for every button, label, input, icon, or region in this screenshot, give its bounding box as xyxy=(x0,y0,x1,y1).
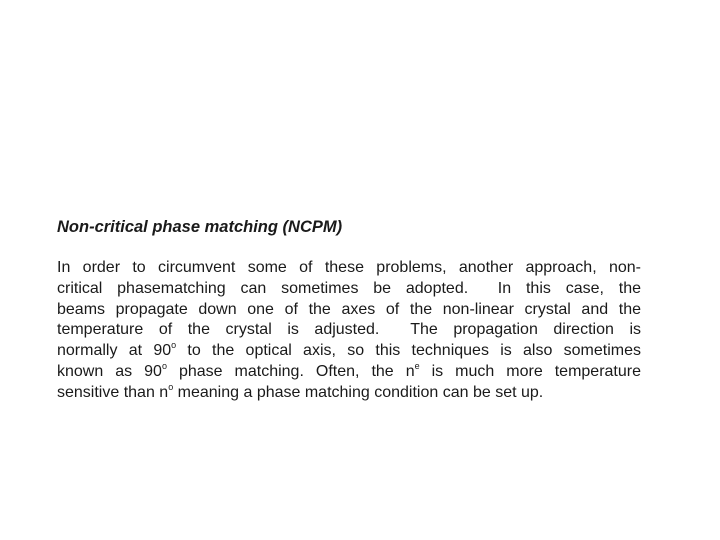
index-superscript: o xyxy=(168,381,174,392)
degree-superscript: o xyxy=(171,340,177,351)
text-run: is much more temperature xyxy=(419,362,641,380)
text-run: phase matching. Often, the n xyxy=(166,362,415,380)
paragraph-line xyxy=(57,341,641,362)
paragraph-line xyxy=(57,362,641,383)
paragraph-line xyxy=(57,320,641,341)
text-run: beams propagate down one of the axes of the non-linear crystal and the xyxy=(57,300,641,318)
paragraph-line xyxy=(57,258,641,279)
text-run: sensitive than n xyxy=(57,383,169,401)
text-run: to the optical axis, so this techniques is also sometimes xyxy=(176,342,641,360)
paragraph-line xyxy=(57,279,641,300)
text-run: meaning a phase matching condition can be set up. xyxy=(173,383,544,401)
text-run: normally at 90 xyxy=(57,342,172,360)
paragraph-line xyxy=(57,383,641,404)
paragraph-line xyxy=(57,300,641,321)
text-run: temperature of the crystal is adjusted. The propagation direction is xyxy=(57,321,641,339)
text-run: critical phasematching can sometimes be adopted. In this case, the xyxy=(57,279,641,297)
index-superscript: e xyxy=(414,360,420,371)
text-run: known as 90 xyxy=(57,362,162,380)
degree-superscript: o xyxy=(161,360,167,371)
section-heading: Non-critical phase matching (NCPM) xyxy=(57,218,343,236)
body-paragraph xyxy=(57,258,641,404)
text-run: In order to circumvent some of these problems, another approach, non- xyxy=(57,259,641,276)
